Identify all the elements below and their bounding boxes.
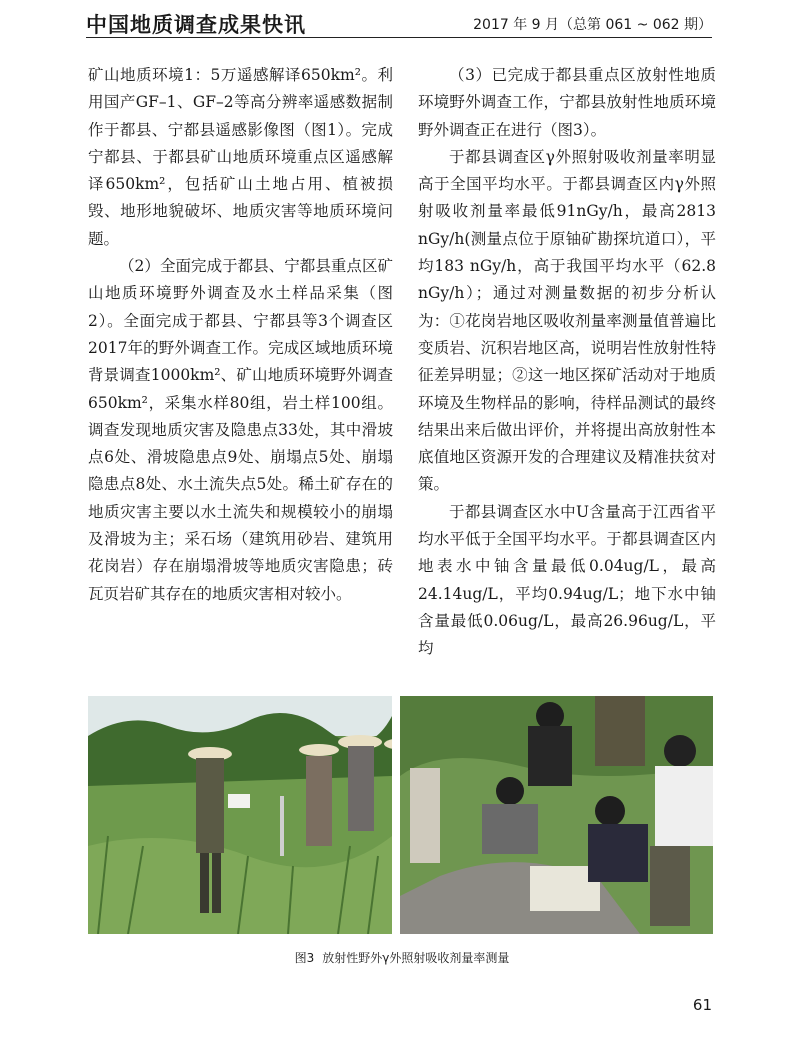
page-header	[86, 4, 712, 36]
field-photo-measurement	[400, 696, 713, 934]
figure-number: 图3	[294, 951, 315, 965]
header-rule	[86, 37, 712, 38]
paragraph: （3）已完成于都县重点区放射性地质环境野外调查工作，宁都县放射性地质环境野外调查正在进行（图3）。	[418, 66, 716, 139]
journal-title: 中国地质调查成果快讯	[86, 12, 306, 37]
page-number: 61	[692, 996, 712, 1014]
issue-info: 2017 年 9 月（总第 061 ~ 062 期）	[473, 17, 712, 33]
figure-caption-text: 放射性野外γ外照射吸收剂量率测量	[322, 951, 510, 965]
figure-caption	[0, 949, 804, 966]
left-column	[88, 62, 393, 608]
paragraph: 于都县调查区水中U含量高于江西省平均水平低于全国平均水平。于都县调查区内地表水中铀含量最低0.04ug/L，最高24.14ug/L，平均0.94ug/L；地下水中铀含量最低0.06ug/L，最高26.96ug/L，平均	[418, 502, 716, 658]
paragraph: （2）全面完成于都县、宁都县重点区矿山地质环境野外调查及水土样品采集（图2）。全面完成于都县、宁都县等3个调查区2017年的野外调查工作。完成区域地质环境背景调查1000km²、矿山地质环境野外调查650km²，采集水样80组，岩土样100组。调查发现地质灾害及隐患点33处，其中滑坡点6处、滑坡隐患点9处、崩塌点5处、崩塌隐患点8处、水土流失点5处。稀土矿存在的地质灾害主要以水土流失和规模较小的崩塌及滑坡为主；采石场（建筑用砂岩、建筑用花岗岩）存在崩塌滑坡等地质灾害隐患；砖瓦页岩矿其存在的地质灾害相对较小。	[88, 257, 393, 603]
paragraph: 矿山地质环境1：5万遥感解译650km²。利用国产GF–1、GF–2等高分辨率遥感数据制作于都县、宁都县遥感影像图（图1）。完成宁都县、于都县矿山地质环境重点区遥感解译650km²，包括矿山土地占用、植被损毁、地形地貌破坏、地质灾害等地质环境问题。	[88, 66, 393, 248]
right-column	[418, 62, 716, 663]
field-photo-survey	[88, 696, 392, 934]
paragraph: 于都县调查区γ外照射吸收剂量率明显高于全国平均水平。于都县调查区内γ外照射吸收剂量率最低91nGy/h，最高2813 nGy/h(测量点位于原铀矿勘探坑道口），平均183 nGy/h，高于我国平均水平（62.8 nGy/h）；通过对测量数据的初步分析认为：①花岗岩地区吸收剂量率测量值普遍比变质岩、沉积岩地区高，说明岩性放射性特征差异明显；②这一地区探矿活动对于地质环境及生物样品的影响，待样品测试的最终结果出来后做出评价，并将提出高放射性本底值地区资源开发的合理建议及精准扶贫对策。	[418, 147, 716, 494]
